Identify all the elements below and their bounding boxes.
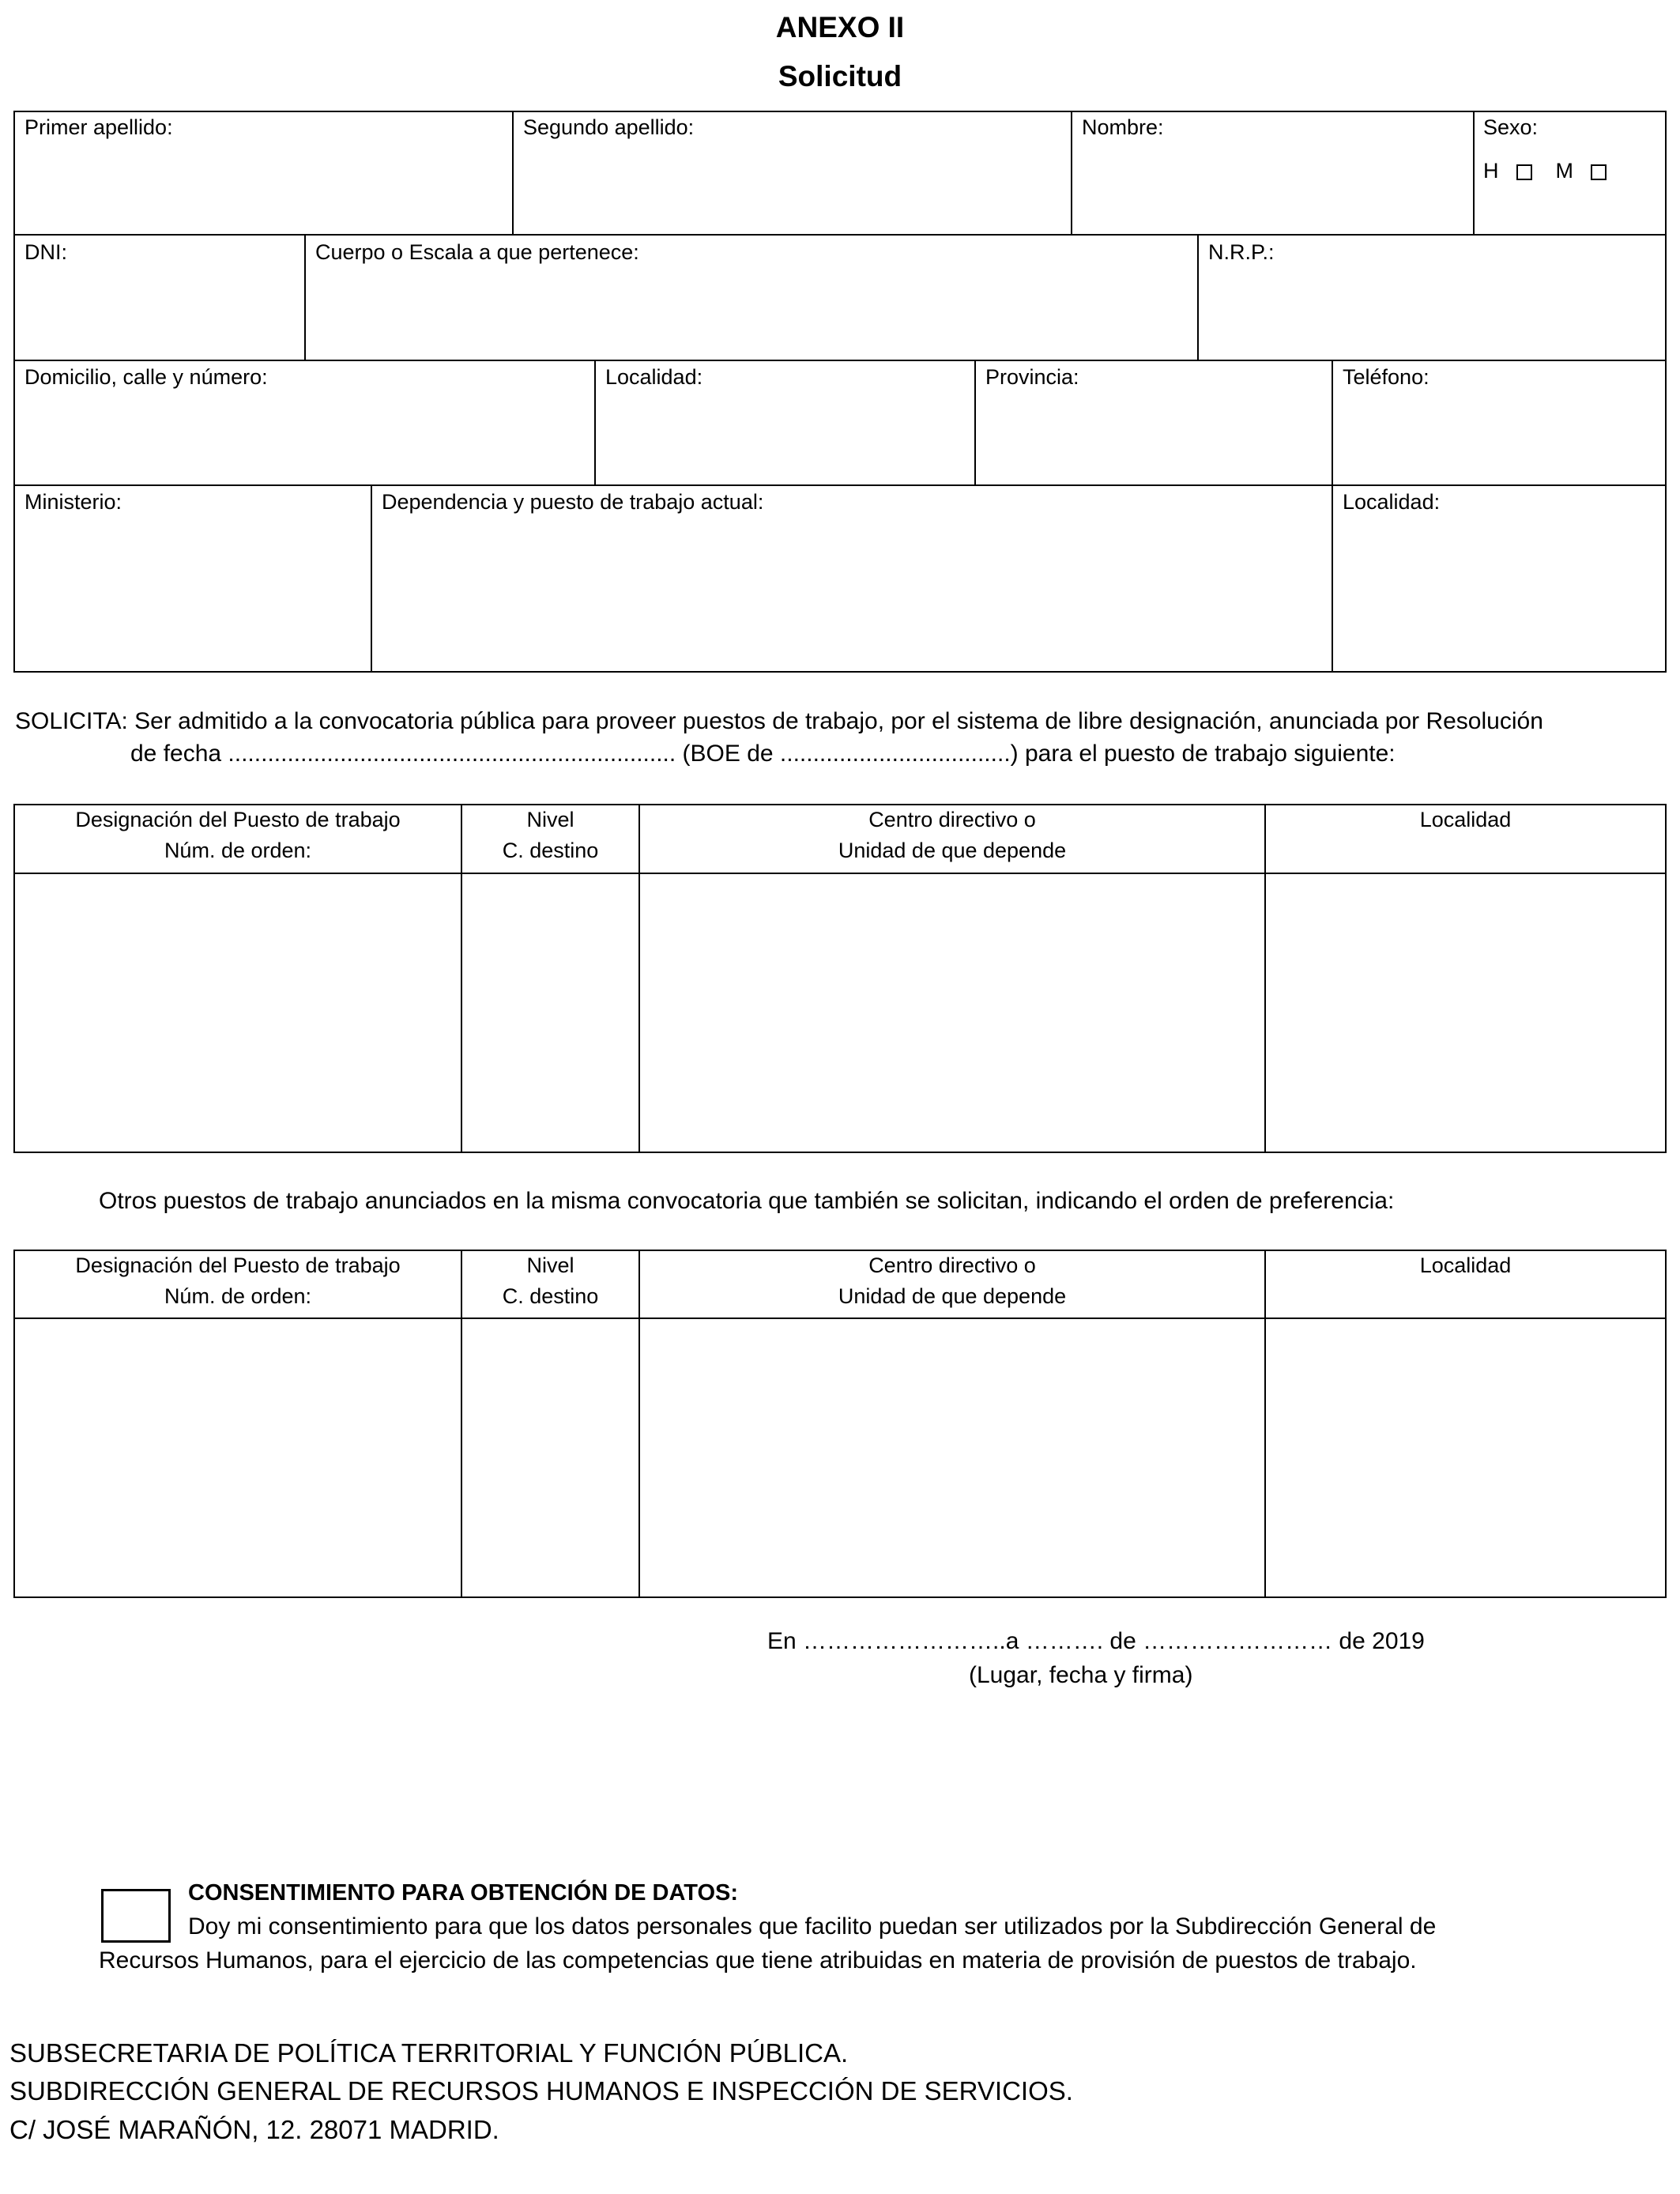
segundo-apellido-label: Segundo apellido:	[523, 115, 695, 139]
consent-line-1: Doy mi consentimiento para que los datos personales que facilito puedan ser utilizados por la Subdirección General de	[188, 1913, 1437, 1940]
otros-puestos-text: Otros puestos de trabajo anunciados en la misma convocatoria que también se solicitan, indicando el orden de preferencia:	[99, 1188, 1395, 1214]
dependencia-label: Dependencia y puesto de trabajo actual:	[382, 490, 764, 514]
col-header-centro	[640, 805, 1264, 866]
nivel-cell[interactable]	[462, 1319, 638, 1596]
provincia-field[interactable]	[976, 361, 1332, 484]
nombre-field[interactable]	[1072, 112, 1473, 234]
col-header-designacion	[15, 1250, 461, 1312]
localidad-actual-label: Localidad:	[1343, 490, 1441, 514]
dni-label: DNI:	[24, 240, 67, 264]
form-title: Solicitud	[778, 60, 902, 92]
provincia-label: Provincia:	[985, 365, 1079, 389]
annex-title: ANEXO II	[775, 11, 905, 43]
segundo-apellido-field[interactable]	[514, 112, 1071, 234]
designacion-cell[interactable]	[15, 1319, 461, 1596]
col-header-nivel	[462, 1250, 638, 1312]
centro-cell[interactable]	[640, 1319, 1264, 1596]
consent-title: CONSENTIMIENTO PARA OBTENCIÓN DE DATOS:	[188, 1880, 739, 1906]
form-col-divider	[1473, 111, 1475, 236]
col-header-line: Designación del Puesto de trabajo	[75, 808, 401, 831]
sexo-options	[1483, 159, 1607, 183]
localidad-field[interactable]	[596, 361, 974, 484]
localidad-cell[interactable]	[1266, 1319, 1665, 1596]
col-header-line: Núm. de orden:	[164, 1284, 312, 1308]
sexo-h-checkbox[interactable]	[1516, 164, 1532, 180]
telefono-field[interactable]	[1333, 361, 1665, 484]
signature-caption: (Lugar, fecha y firma)	[969, 1662, 1193, 1688]
col-header-line: Núm. de orden:	[164, 839, 312, 862]
sexo-m-label: M	[1555, 159, 1573, 183]
sexo-h-label: H	[1483, 159, 1499, 183]
col-header-centro	[640, 1250, 1264, 1312]
footer-line-1: SUBSECRETARIA DE POLÍTICA TERRITORIAL Y FUNCIÓN PÚBLICA.	[9, 2038, 849, 2068]
localidad-label: Localidad:	[605, 365, 703, 389]
solicita-line-2: de fecha .................................................................... (BOE de ...................................) para el puesto de trabajo siguiente:	[130, 741, 1396, 767]
col-header-localidad	[1266, 805, 1665, 835]
footer-line-3: C/ JOSÉ MARAÑÓN, 12. 28071 MADRID.	[9, 2115, 499, 2144]
nivel-cell[interactable]	[462, 874, 638, 1152]
col-header-line: Centro directivo o	[868, 808, 1036, 831]
nrp-label: N.R.P.:	[1208, 240, 1275, 264]
col-header-line: C. destino	[502, 1284, 599, 1308]
col-header-line: C. destino	[502, 839, 599, 862]
localidad-actual-field[interactable]	[1333, 486, 1665, 671]
consent-line-2: Recursos Humanos, para el ejercicio de las competencias que tiene atribuidas en materia de provisión de puestos de trabajo.	[99, 1947, 1417, 1973]
dni-field[interactable]	[15, 236, 304, 360]
nrp-field[interactable]	[1199, 236, 1665, 360]
centro-cell[interactable]	[640, 874, 1264, 1152]
col-header-line: Unidad de que depende	[838, 839, 1067, 862]
cuerpo-escala-label: Cuerpo o Escala a que pertenece:	[315, 240, 639, 264]
col-header-line: Nivel	[526, 1253, 574, 1277]
dependencia-field[interactable]	[372, 486, 1332, 671]
col-header-nivel	[462, 805, 638, 866]
nombre-label: Nombre:	[1082, 115, 1164, 139]
footer-line-2: SUBDIRECCIÓN GENERAL DE RECURSOS HUMANOS E INSPECCIÓN DE SERVICIOS.	[9, 2076, 1073, 2105]
designacion-cell[interactable]	[15, 874, 461, 1152]
primer-apellido-field[interactable]	[15, 112, 512, 234]
solicita-line-1: SOLICITA: Ser admitido a la convocatoria pública para proveer puestos de trabajo, por el sistema de libre designación, anunciada por Resolución	[15, 708, 1543, 734]
col-header-localidad	[1266, 1250, 1665, 1281]
ministerio-label: Ministerio:	[24, 490, 122, 514]
primer-apellido-label: Primer apellido:	[24, 115, 173, 139]
col-header-designacion	[15, 805, 461, 866]
localidad-cell[interactable]	[1266, 874, 1665, 1152]
sexo-m-checkbox[interactable]	[1591, 164, 1607, 180]
consent-checkbox[interactable]	[101, 1889, 171, 1943]
col-header-line: Designación del Puesto de trabajo	[75, 1253, 401, 1277]
col-header-line: Localidad	[1419, 808, 1512, 831]
col-header-line: Localidad	[1419, 1253, 1512, 1277]
telefono-label: Teléfono:	[1343, 365, 1430, 389]
ministerio-field[interactable]	[15, 486, 371, 671]
cuerpo-escala-field[interactable]	[306, 236, 1197, 360]
sexo-label: Sexo:	[1483, 115, 1539, 139]
domicilio-field[interactable]	[15, 361, 594, 484]
col-header-line: Nivel	[526, 808, 574, 831]
signature-line: En ……………………..a ………. de …………………… de 2019	[767, 1628, 1425, 1654]
col-header-line: Unidad de que depende	[838, 1284, 1067, 1308]
col-header-line: Centro directivo o	[868, 1253, 1036, 1277]
domicilio-label: Domicilio, calle y número:	[24, 365, 268, 389]
